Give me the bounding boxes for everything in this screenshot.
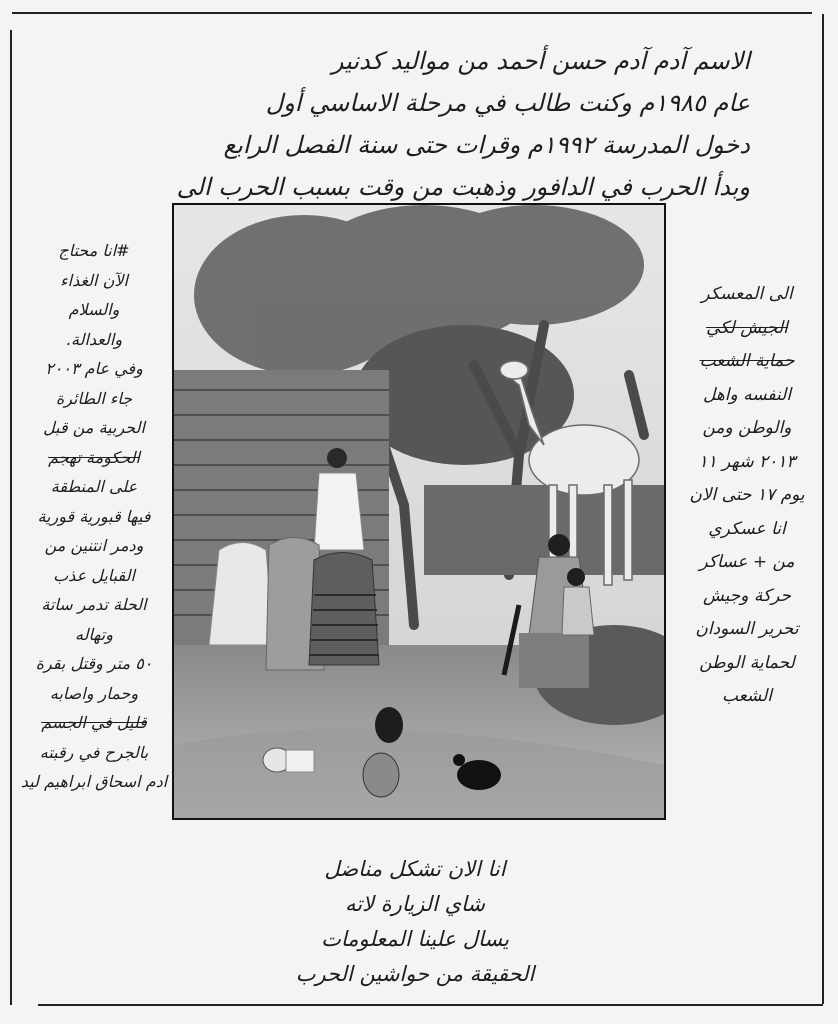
right-text-line: ٢٠١٣ شهر ١١ (698, 451, 796, 472)
right-text-line: الجيش لكي (706, 317, 788, 338)
left-text-line: قليل في الجسم (41, 713, 147, 732)
bottom-text-line: شاي الزيارة لاته (344, 892, 486, 916)
frame-line-left (10, 30, 12, 1005)
left-text-line: والسلام (68, 300, 120, 319)
top-text-line: عام ١٩٨٥م وكنت طالب في مرحلة الاساسي أول (265, 89, 750, 117)
left-text-line: والعدالة. (65, 329, 123, 349)
right-text-line: يوم ١٧ حتى الان (689, 485, 805, 505)
right-text-line: من + عساكر (699, 552, 795, 572)
right-handwritten-column (672, 278, 822, 714)
left-text-line: الحكومة تهجم (48, 447, 140, 467)
left-text-line: فيها قبورية قورية (37, 506, 151, 526)
left-text-line: على المنطقة (50, 477, 138, 496)
top-text-line: الاسم آدم آدم حسن أحمد من مواليد كدنير (331, 47, 750, 75)
left-text-line: القبايل عذب (53, 565, 135, 585)
right-text-line: حماية الشعب (699, 351, 795, 371)
left-text-line: وفي عام ٢٠٠٣ (45, 359, 143, 378)
right-text-line: انا عسكري (708, 518, 786, 539)
bottom-text-line: انا الان تشكل مناضل (324, 857, 506, 881)
bottom-text-line: الحقيقة من حواشين الحرب (295, 962, 535, 986)
left-text-line: ودمر انتنين من (44, 536, 144, 555)
left-text-line: #انا محتاج (58, 241, 130, 260)
left-text-line: الحربية من قبل (43, 418, 145, 437)
right-text-line: تحرير السودان (695, 619, 799, 639)
frame-line-right (822, 14, 824, 1004)
right-text-line: والوطن ومن (702, 418, 792, 438)
left-handwritten-column (14, 236, 174, 797)
left-text-line: وتهاله (75, 624, 113, 644)
left-text-line: ادم اسحاق ابراهيم ليد (20, 772, 168, 791)
right-text-line: الى المعسكر (701, 284, 793, 304)
seated-woman-1 (209, 543, 274, 646)
right-text-line: النفسه واهل (702, 384, 792, 405)
left-text-line: بالجرح في رقبته (39, 742, 149, 762)
right-text-line: الشعب (722, 686, 772, 706)
top-text-line: دخول المدرسة ١٩٩٢م وقرات حتى سنة الفصل الرابع (223, 131, 750, 159)
right-text-line: لحماية الوطن (699, 652, 795, 673)
left-text-line: جاء الطائرة (55, 388, 133, 408)
frame-line-top (12, 12, 812, 14)
photograph (172, 203, 666, 820)
right-text-line: حركة وجيش (702, 585, 792, 606)
top-text-line: وبدأ الحرب في الدافور وذهبت من وقت بسبب الحرب الى (176, 173, 750, 201)
seated-woman-3 (309, 553, 379, 666)
bottom-handwritten-text (240, 852, 590, 992)
top-handwritten-text (110, 40, 750, 208)
left-text-line: وحمار واصابه (49, 683, 139, 703)
left-text-line: الحلة تدمر ساتة (41, 595, 147, 614)
left-text-line: الآن الغذاء (60, 270, 128, 290)
photograph-family-with-camel-icon (174, 205, 664, 818)
bottom-text-line: يسال علينا المعلومات (321, 927, 509, 951)
frame-line-bottom (38, 1004, 823, 1006)
left-text-line: ٥٠ متر وقتل بقرة (35, 654, 153, 673)
